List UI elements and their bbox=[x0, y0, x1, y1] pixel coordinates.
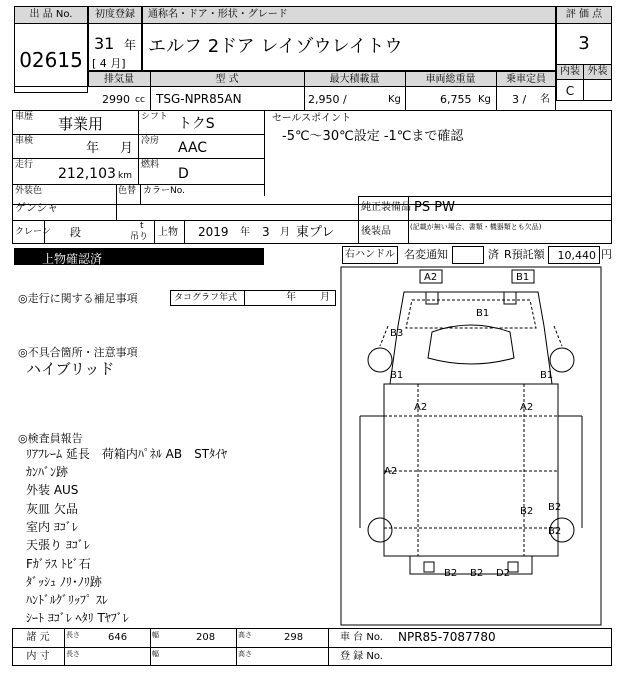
lot-label: 出 品 No. bbox=[29, 9, 73, 20]
mark-label: A2 bbox=[414, 402, 428, 413]
mark-label: D2 bbox=[496, 568, 511, 579]
recycle-unit: 円 bbox=[601, 248, 612, 261]
gross-unit: Kg bbox=[478, 94, 491, 105]
inspector-line: ｼｰﾄ ﾖｺﾞﾚ ﾍﾀﾘ Tﾔﾌﾞﾚ bbox=[26, 611, 129, 625]
first-reg-label: 初度登録 bbox=[95, 9, 135, 20]
chassis-value: NPR85-7087780 bbox=[398, 630, 496, 644]
tacho-month: 月 bbox=[320, 292, 330, 303]
inspector-line: ﾘｱﾌﾚｰﾑ 延長 荷箱内ﾊﾟﾈﾙ AB STﾀｲﾔ bbox=[26, 447, 228, 461]
body-mount-year: 2019 bbox=[198, 225, 229, 239]
mileage-value: 212,103 bbox=[58, 166, 116, 182]
capacity-value: 3 / bbox=[512, 93, 527, 106]
history-label: 車歴 bbox=[15, 112, 34, 122]
crane-steps: 段 bbox=[70, 226, 81, 239]
exterior-grade-cell bbox=[583, 79, 612, 101]
crane-label: クレーン bbox=[15, 227, 51, 237]
defects-label: ◎不具合箇所・注意事項 bbox=[18, 346, 138, 359]
model-label: 通称名・ドア・形状・グレード bbox=[148, 9, 288, 20]
mark-label: B2 bbox=[444, 568, 458, 579]
max-load-label: 最大積載量 bbox=[329, 74, 380, 85]
displacement-label: 排気量 bbox=[104, 74, 134, 85]
inspector-line: 天張り ﾖｺﾞﾚ bbox=[26, 538, 90, 552]
inspector-line: Fｶﾞﾗｽ ﾄﾋﾞ石 bbox=[26, 557, 91, 571]
body-mount-maker: 東プレ bbox=[296, 225, 335, 240]
ext-color-label: 外装色 bbox=[15, 186, 43, 196]
mark-label: B2 bbox=[548, 502, 562, 513]
int-height-label: 高さ bbox=[238, 650, 252, 658]
chassis-label: 車 台 No. bbox=[340, 632, 383, 643]
recycle-prefix: 済 bbox=[488, 248, 499, 261]
mark-label: B1 bbox=[390, 370, 404, 381]
body-mount-month-unit: 月 bbox=[280, 227, 290, 238]
recycle-amount: 10,440 bbox=[557, 249, 596, 262]
truck-diagram bbox=[340, 266, 602, 628]
mark-label: B1 bbox=[540, 370, 554, 381]
inspection-month: 月 bbox=[120, 141, 134, 156]
registration-label: 登 録 No. bbox=[340, 651, 383, 662]
int-width-label: 幅 bbox=[152, 650, 159, 658]
type-label: 型 式 bbox=[215, 74, 239, 85]
width-label: 幅 bbox=[152, 631, 159, 639]
interior-grade: C bbox=[565, 84, 575, 98]
inspector-line: ｶﾝﾊﾞﾝ跡 bbox=[26, 465, 69, 479]
length-label: 長さ bbox=[66, 631, 80, 639]
mark-label: B2 bbox=[470, 568, 484, 579]
history-value: 事業用 bbox=[58, 115, 104, 133]
tacho-label: タコグラフ年式 bbox=[174, 293, 238, 303]
inspection-year: 年 bbox=[86, 141, 100, 156]
mileage-label: 走行 bbox=[15, 160, 34, 170]
aftermarket-note: (記載が無い場合、書類・機器類とも欠品) bbox=[410, 223, 542, 231]
tacho-year: 年 bbox=[286, 292, 296, 303]
inspector-line: 室内 ﾖｺﾞﾚ bbox=[26, 520, 78, 534]
body-mount-label: 上物 bbox=[158, 227, 178, 238]
capacity-label: 乗車定員 bbox=[506, 74, 546, 85]
defects-text: ハイブリッド bbox=[26, 360, 115, 378]
type-value: TSG-NPR85AN bbox=[156, 92, 242, 106]
ac-value: AAC bbox=[178, 140, 208, 156]
shift-label: シフト bbox=[141, 112, 169, 122]
fuel-label: 燃料 bbox=[141, 160, 160, 170]
aftermarket-label: 後装品 bbox=[361, 226, 391, 237]
crane-t: t bbox=[140, 221, 144, 231]
driving-notes-label: ◎走行に関する補足事項 bbox=[18, 292, 138, 305]
capacity-unit: 名 bbox=[540, 94, 550, 105]
sales-point-value: -5℃～30℃設定 -1℃まで確認 bbox=[282, 129, 464, 144]
equipment-label: 純正装備品 bbox=[361, 202, 411, 213]
damage-mark bbox=[512, 270, 534, 283]
spec-values-row bbox=[14, 86, 556, 111]
damage-mark bbox=[420, 270, 442, 283]
height-label: 高さ bbox=[238, 631, 252, 639]
gross-label: 車両総重量 bbox=[425, 74, 476, 85]
gross-value: 6,755 bbox=[440, 93, 472, 106]
mark-label: B1 bbox=[476, 308, 490, 319]
exterior-label: 外装 bbox=[587, 66, 608, 77]
mark-label: B2 bbox=[548, 526, 562, 537]
dims-label: 諸 元 bbox=[26, 632, 50, 643]
shift-value: トクS bbox=[178, 116, 215, 132]
body-check-badge: 上物確認済 bbox=[14, 248, 264, 265]
displacement-value: 2990 bbox=[102, 93, 130, 106]
fuel-value: D bbox=[178, 166, 189, 182]
mark-label: A2 bbox=[384, 466, 398, 477]
body-mount-year-unit: 年 bbox=[240, 227, 250, 238]
max-load-unit: Kg bbox=[388, 94, 401, 105]
inspector-line: 外装 AUS bbox=[26, 483, 79, 497]
score-value: 3 bbox=[578, 33, 590, 54]
steering-value: 右ハンドル bbox=[345, 249, 395, 260]
lot-no: 02615 bbox=[19, 48, 83, 72]
color-change-label: 色替 bbox=[118, 186, 137, 196]
crane-hook: 吊り bbox=[130, 232, 149, 242]
first-reg-year: 31 bbox=[94, 34, 115, 53]
mark-label: B3 bbox=[390, 328, 404, 339]
ext-color-value: ゲンシャ bbox=[15, 201, 59, 214]
body-mount-month: 3 bbox=[262, 225, 270, 239]
displacement-unit: cc bbox=[135, 95, 145, 105]
mark-label: A2 bbox=[424, 272, 438, 283]
sales-point-label: セールスポイント bbox=[272, 113, 352, 124]
inspector-line: 灰皿 欠品 bbox=[26, 502, 78, 516]
mark-label: B1 bbox=[516, 272, 530, 283]
mark-label: B2 bbox=[520, 506, 534, 517]
ac-label: 冷房 bbox=[141, 136, 160, 146]
max-load-value: 2,950 / bbox=[308, 93, 347, 106]
length-value: 646 bbox=[108, 632, 128, 643]
height-value: 298 bbox=[284, 632, 304, 643]
color-no-label: カラーNo. bbox=[143, 186, 185, 196]
inspection-label: 車検 bbox=[15, 136, 34, 146]
inspector-line: ﾀﾞｯｼｭ ﾉﾘ･ﾉﾘ跡 bbox=[26, 575, 102, 589]
equipment-value: PS PW bbox=[414, 200, 455, 215]
recycle-label: R預託額 bbox=[504, 248, 545, 261]
model-name: エルフ 2ドア レイゾウレイトウ bbox=[148, 36, 403, 57]
first-reg-month: [ 4 月] bbox=[92, 57, 126, 70]
int-length-label: 長さ bbox=[66, 650, 80, 658]
inspector-label: ◎検査員報告 bbox=[18, 432, 83, 445]
mark-label: A2 bbox=[520, 402, 534, 413]
interior-dims-label: 内 寸 bbox=[26, 651, 50, 662]
interior-label: 内装 bbox=[560, 66, 580, 77]
width-value: 208 bbox=[196, 632, 216, 643]
mileage-unit: km bbox=[118, 171, 132, 181]
inspector-line: ﾊﾝﾄﾞﾙｸﾞﾘｯﾌﾟ ｽﾚ bbox=[26, 593, 108, 607]
name-change-label: 名変通知 bbox=[404, 248, 448, 261]
first-reg-year-unit: 年 bbox=[124, 38, 137, 52]
name-change-box bbox=[452, 246, 484, 264]
score-label: 評 価 点 bbox=[565, 9, 603, 20]
